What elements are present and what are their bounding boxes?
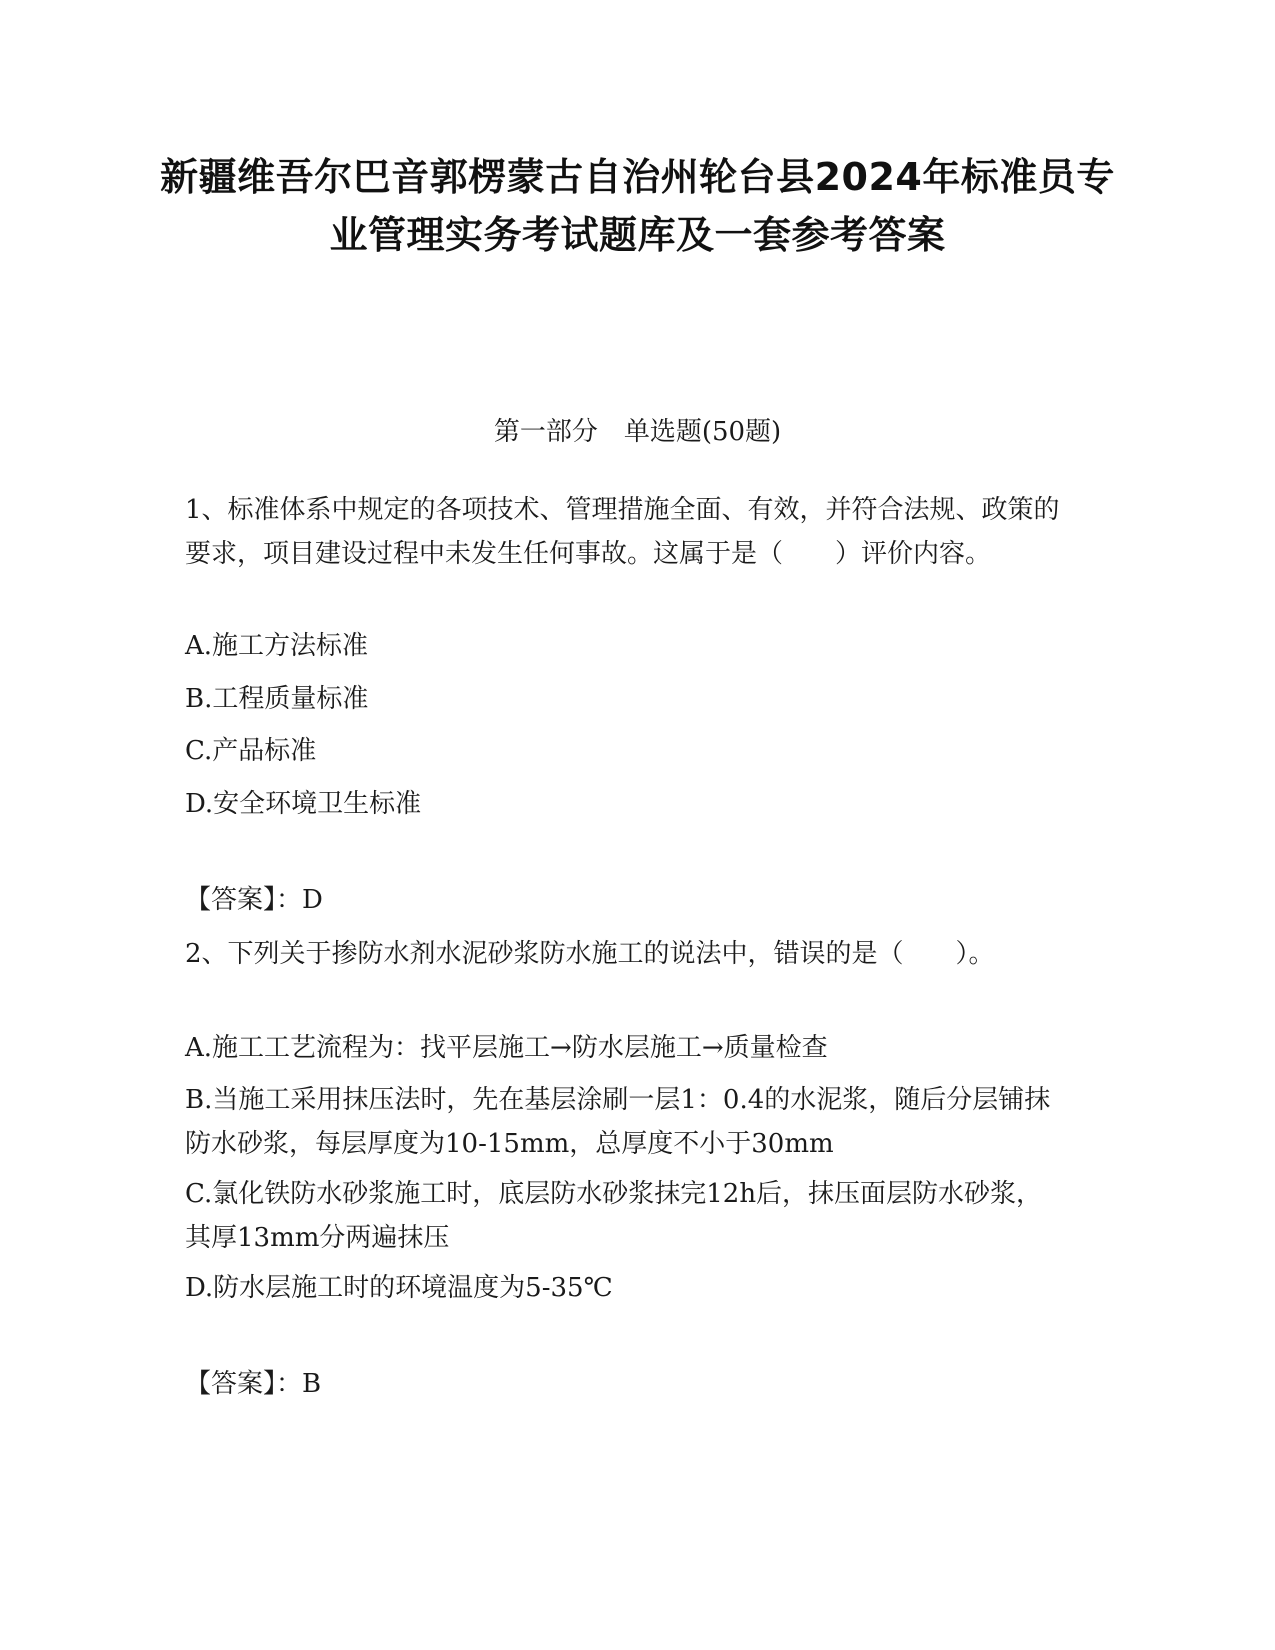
question-2-option-c: C.氯化铁防水砂浆施工时，底层防水砂浆抹完12h后，抹压面层防水砂浆，其厚13mm分两遍抹压: [185, 1179, 1043, 1253]
question-1-option-b: B.工程质量标准: [185, 684, 369, 714]
question-1-option-a: A.施工方法标准: [185, 631, 369, 661]
question-2-option-b: B.当施工采用抹压法时，先在基层涂刷一层1：0.4的水泥浆，随后分层铺抹防水砂浆，每层厚度为10-15mm，总厚度不小于30mm: [185, 1085, 1051, 1159]
section-heading: 第一部分 单选题(50题): [493, 417, 782, 447]
question-2-option-d: D.防水层施工时的环境温度为5-35℃: [185, 1273, 613, 1303]
question-2-option-a: A.施工工艺流程为：找平层施工→防水层施工→质量检查: [185, 1033, 828, 1063]
document-title: 新疆维吾尔巴音郭楞蒙古自治州轮台县2024年标准员专业管理实务考试题库及一套参考答案: [160, 155, 1115, 257]
question-2-answer: 【答案】：B: [185, 1369, 322, 1399]
question-1-answer: 【答案】：D: [185, 885, 323, 915]
question-1-stem: 1、标准体系中规定的各项技术、管理措施全面、有效，并符合法规、政策的要求，项目建设过程中未发生任何事故。这属于是（ ）评价内容。: [185, 495, 1060, 569]
question-2-stem: 2、下列关于掺防水剂水泥砂浆防水施工的说法中，错误的是（ ）。: [185, 939, 995, 969]
question-1-option-c: C.产品标准: [185, 736, 317, 766]
question-1-option-d: D.安全环境卫生标准: [185, 789, 422, 819]
